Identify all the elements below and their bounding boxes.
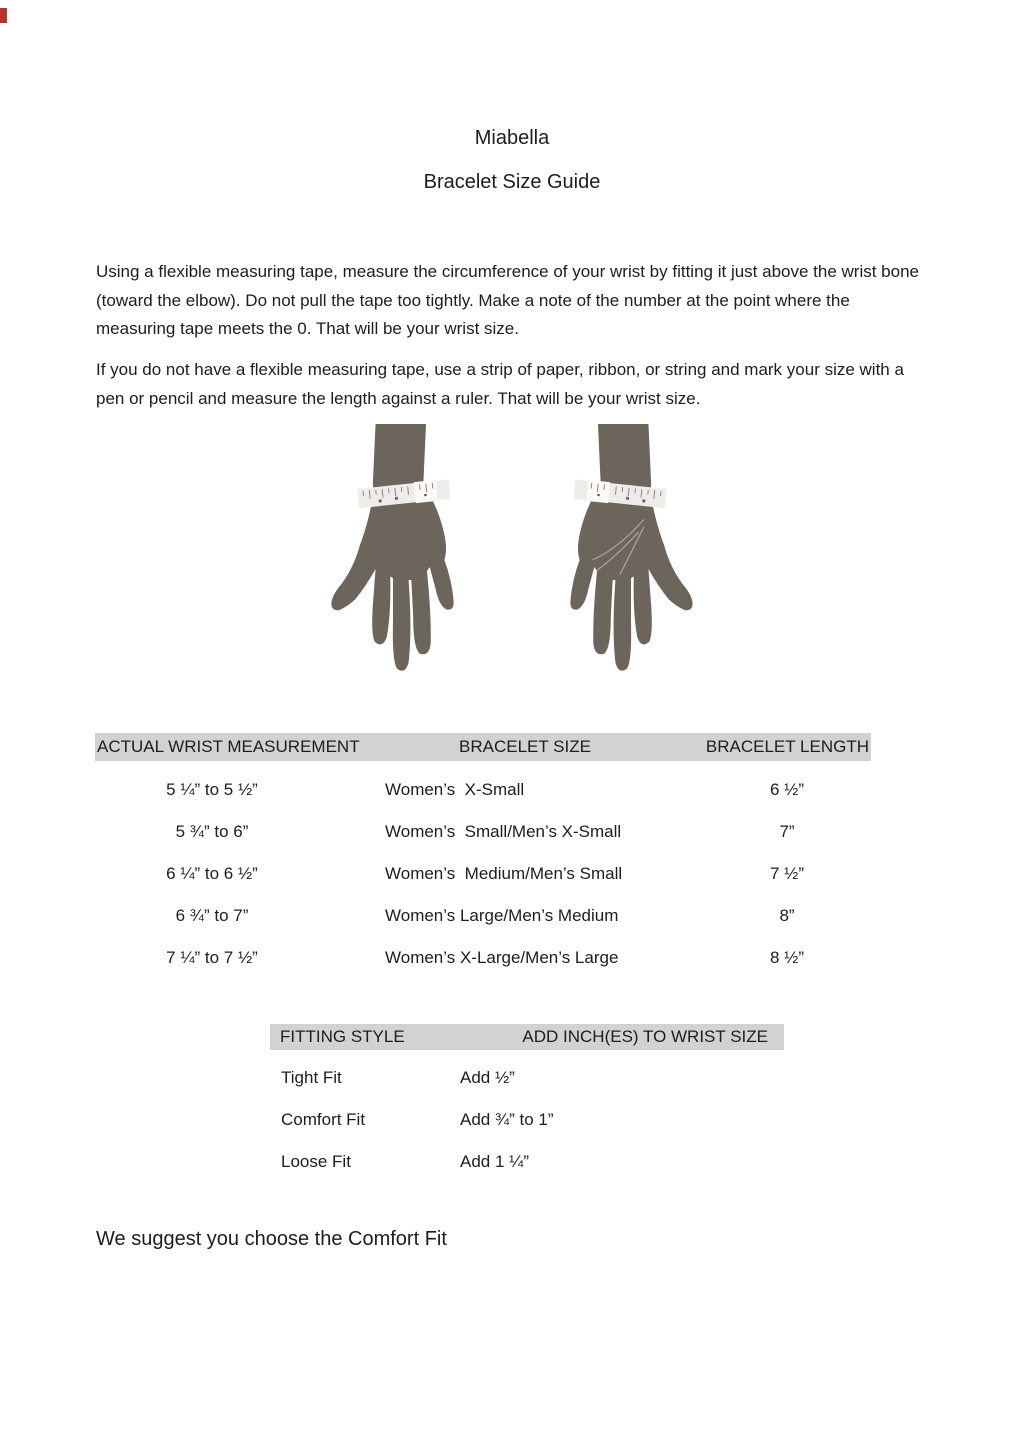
instructions-paragraph-2: If you do not have a flexible measuring tape, use a strip of paper, ribbon, or string and mark your size with a pen or pencil and measure the length against a ruler. That will be your wrist size. [96,360,904,408]
fitting-style-cell: Loose Fit [281,1152,351,1171]
bracelet-size-cell: Women’s X-Large/Men’s Large [385,948,619,967]
bracelet-length-cell: 8” [779,906,795,925]
size-table-header-size: BRACELET SIZE [459,737,591,756]
red-corner-mark [0,8,7,23]
table-row [95,937,871,979]
table-row [95,895,871,937]
wrist-measurement-cell: 6 ¾” to 7” [175,906,249,925]
fit-table-header [270,1024,784,1050]
hands-illustration [0,424,1024,692]
hand-back-illustration [325,424,472,692]
page-subtitle: Bracelet Size Guide [423,171,601,193]
bracelet-length-cell: 7 ½” [769,864,805,883]
bracelet-length-cell: 6 ½” [769,780,805,799]
table-row [270,1057,784,1099]
size-table-header-wrist: ACTUAL WRIST MEASUREMENT [97,737,360,756]
add-inches-cell: Add ¾” to 1” [460,1110,554,1129]
wrist-measurement-cell: 7 ¼” to 7 ½” [166,948,258,967]
page-title: Miabella [474,127,550,149]
table-row [95,769,871,811]
bracelet-size-cell: Women’s Large/Men’s Medium [385,906,619,925]
fit-table-header-style: FITTING STYLE [280,1027,405,1046]
fitting-style-cell: Comfort Fit [281,1110,366,1129]
size-table-rows [95,769,871,979]
fitting-style-table [270,1024,784,1183]
instructions-paragraph-1: Using a flexible measuring tape, measure the circumference of your wrist by fitting it just above the wrist bone (toward the elbow). Do not pull the tape too tightly. Make a note of the number at the point where the measuring tape meets the 0. That will be your wrist size. [96,262,919,338]
table-row [270,1141,784,1183]
wrist-measurement-cell: 6 ¼” to 6 ½” [166,864,258,883]
fit-table-rows [270,1057,784,1183]
fit-suggestion-text: We suggest you choose the Comfort Fit [96,1228,447,1250]
bracelet-size-cell: Women’s Medium/Men’s Small [385,864,623,883]
wrist-measurement-cell: 5 ¼” to 5 ½” [166,780,258,799]
table-row [95,811,871,853]
bracelet-size-cell: Women’s Small/Men’s X-Small [385,822,622,841]
table-row [270,1099,784,1141]
size-table-header [95,733,871,761]
bracelet-length-cell: 8 ½” [769,948,805,967]
wrist-measurement-cell: 5 ¾” to 6” [175,822,249,841]
bracelet-size-table [95,733,871,979]
hand-palm-illustration [552,424,699,692]
add-inches-cell: Add ½” [460,1068,515,1087]
fitting-style-cell: Tight Fit [281,1068,342,1087]
bracelet-length-cell: 7” [779,822,795,841]
add-inches-cell: Add 1 ¼” [460,1152,529,1171]
bracelet-size-cell: Women’s X-Small [385,780,525,799]
table-row [95,853,871,895]
fit-table-header-add: ADD INCH(ES) TO WRIST SIZE [522,1027,768,1046]
size-table-header-length: BRACELET LENGTH [705,737,869,756]
